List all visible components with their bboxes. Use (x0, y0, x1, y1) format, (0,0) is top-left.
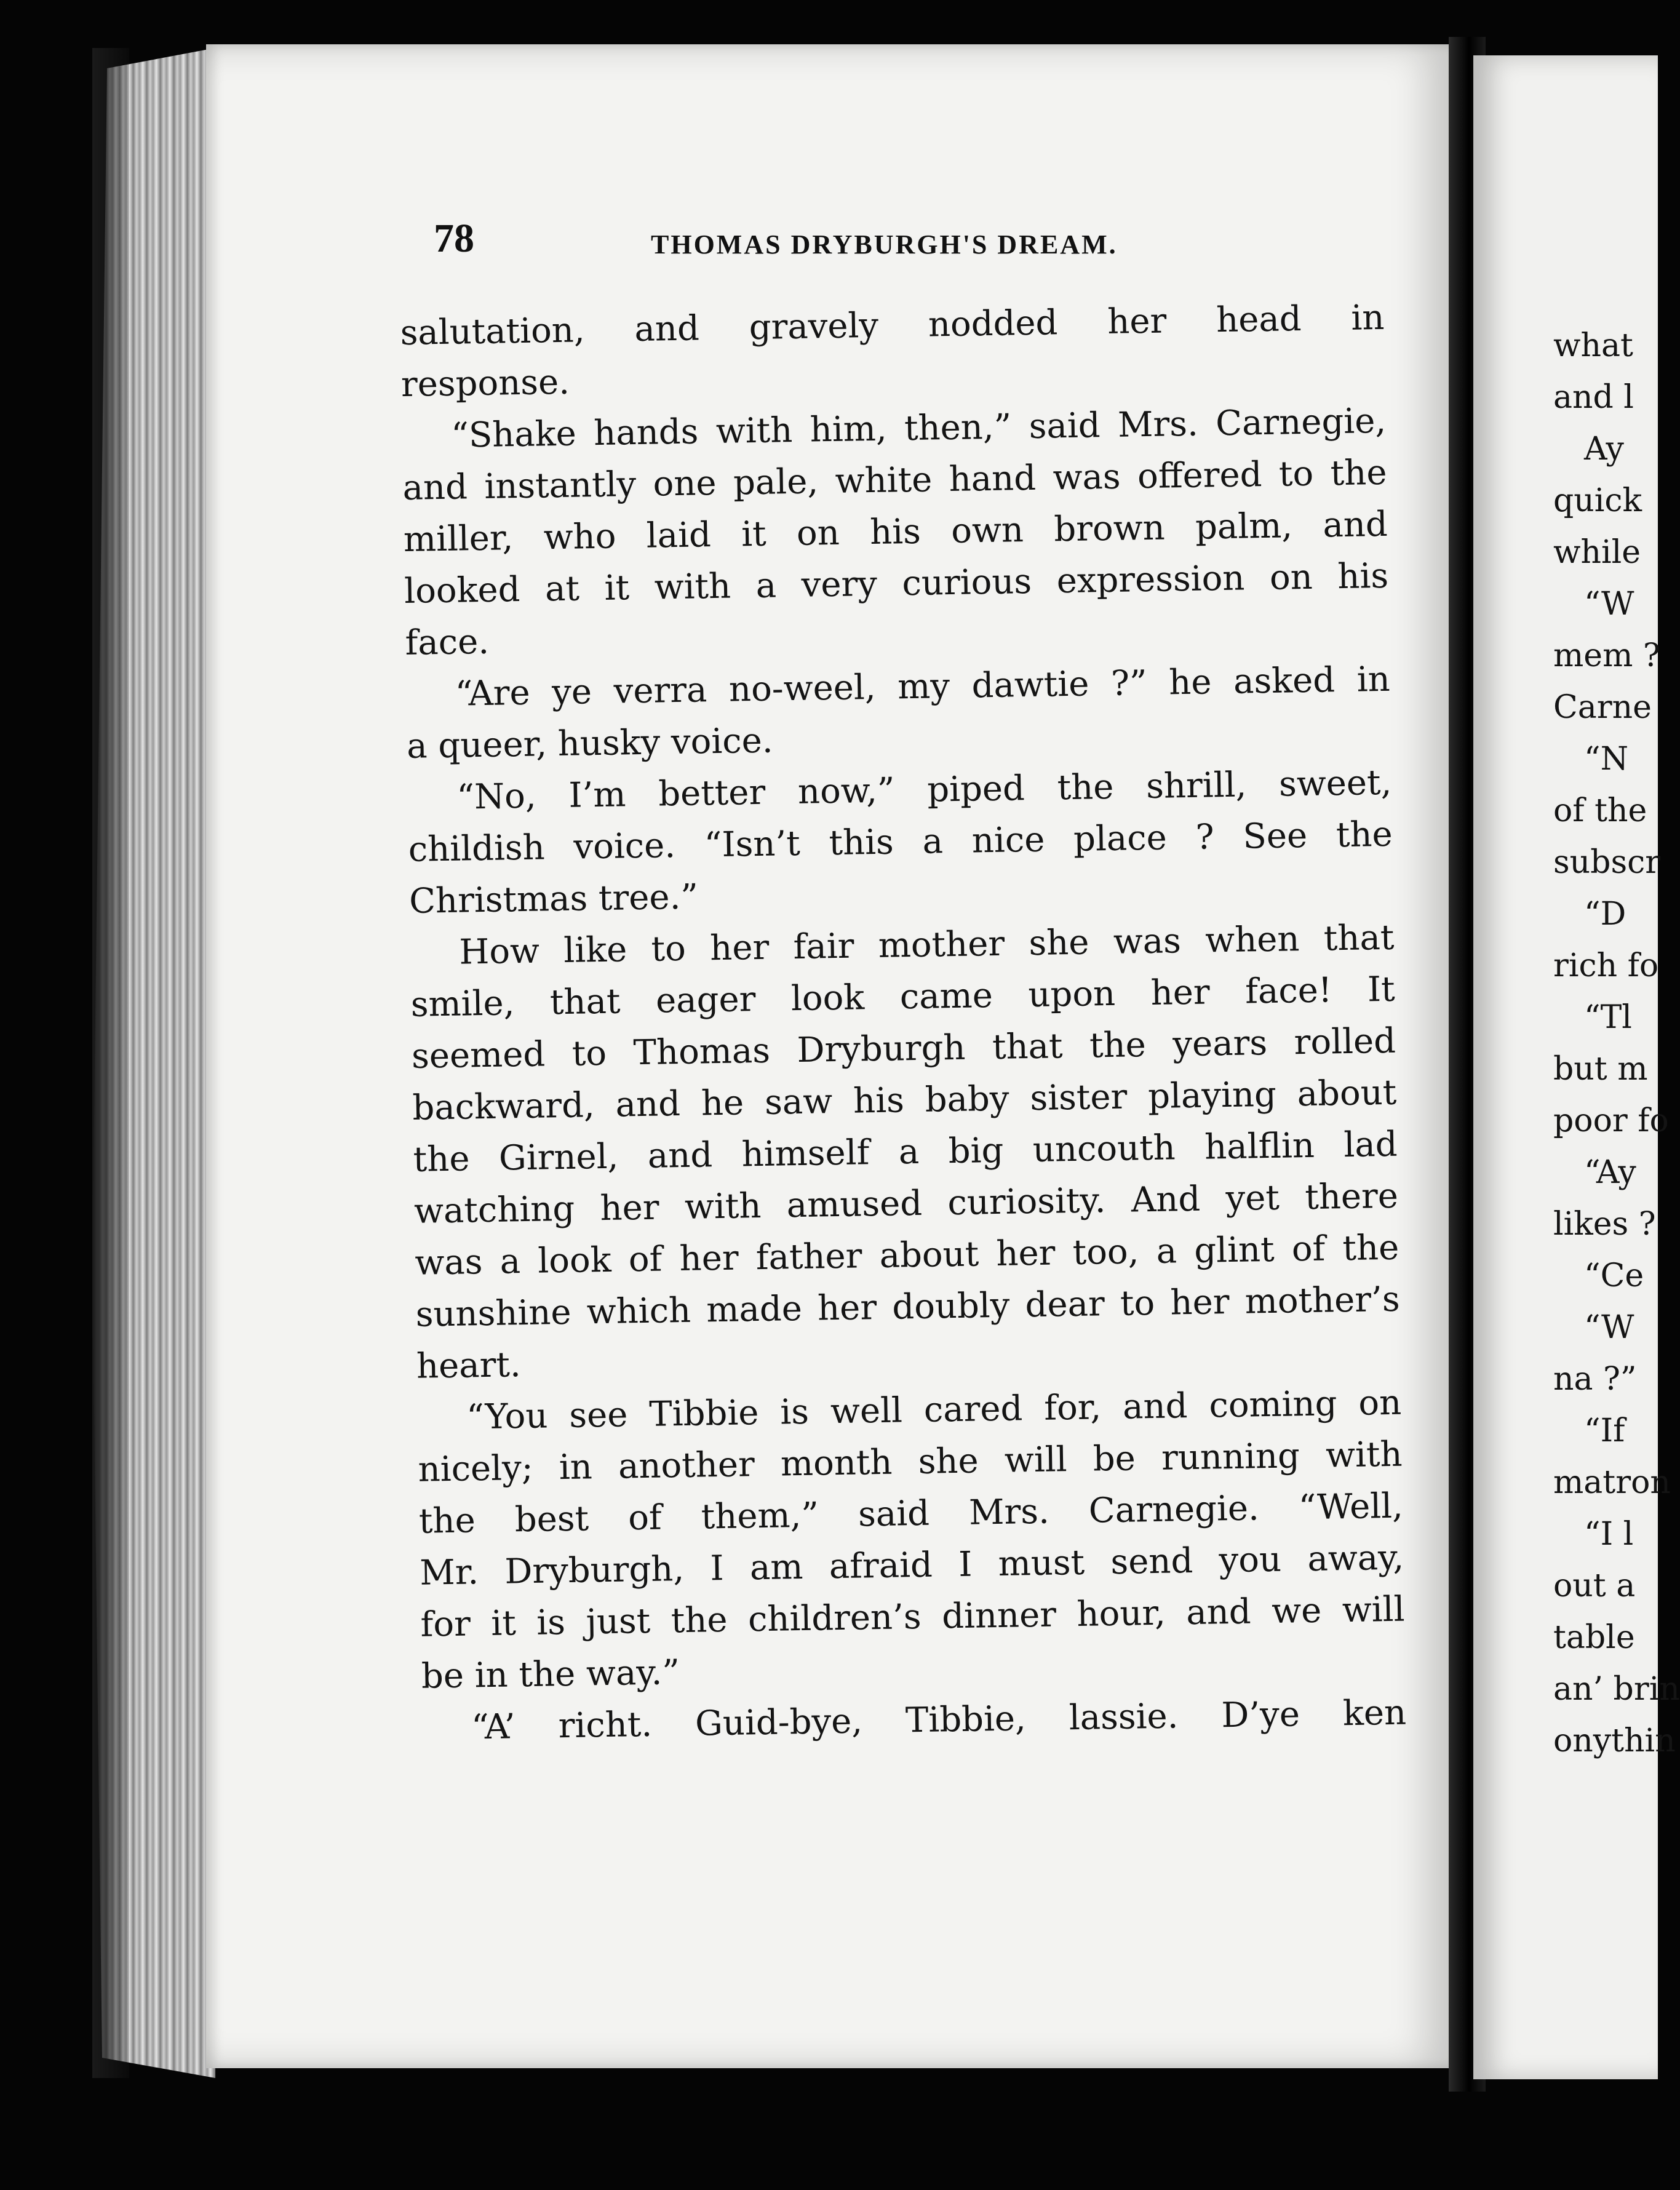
text-line: mem ? (1553, 637, 1660, 674)
text-line: “W (1584, 586, 1634, 623)
text-line: “No, I’m better now,” piped the shrill, sweet, (456, 762, 1392, 818)
page-number: 78 (434, 216, 474, 261)
text-line: out a (1553, 1567, 1636, 1604)
running-title: THOMAS DRYBURGH'S DREAM. (651, 229, 1118, 260)
text-line: was a look of her father about her too, a glint of the (414, 1227, 1399, 1283)
text-line: Ay (1584, 431, 1624, 468)
text-line: “Ay (1584, 1154, 1636, 1191)
text-line: but m (1553, 1051, 1648, 1088)
text-line: the Girnel, and himself a big uncouth halflin lad (413, 1124, 1398, 1180)
text-line: looked at it with a very curious expression on his (404, 555, 1389, 611)
text-line: and instantly one pale, white hand was offered to the (402, 452, 1387, 508)
text-line: poor fo (1553, 1102, 1669, 1139)
text-line: sunshine which made her doubly dear to her mother’s (415, 1279, 1401, 1335)
text-line: Christmas tree.” (408, 877, 699, 922)
text-line: what (1553, 327, 1633, 364)
text-line: matron (1553, 1464, 1671, 1501)
text-line: na ?” (1553, 1361, 1637, 1398)
text-line: likes ? (1553, 1206, 1656, 1243)
text-line: response. (400, 362, 570, 405)
text-line: nicely; in another month she will be running with (418, 1434, 1403, 1490)
text-line: “Ce (1584, 1257, 1644, 1294)
text-line: Mr. Dryburgh, I am afraid I must send you away, (419, 1537, 1404, 1593)
text-line: miller, who laid it on his own brown palm, and (403, 504, 1388, 560)
text-line: for it is just the children’s dinner hour, and we will (420, 1589, 1405, 1645)
text-line: Carne (1553, 689, 1652, 726)
text-line: “If (1584, 1412, 1625, 1449)
text-line: “D (1584, 896, 1626, 933)
text-line: and l (1553, 379, 1634, 416)
text-line: table (1553, 1619, 1635, 1656)
text-line: “I l (1584, 1516, 1634, 1553)
text-line: watching her with amused curiosity. And yet there (413, 1176, 1399, 1232)
text-line: “A’ richt. Guid-bye, Tibbie, lassie. D’ye ken (471, 1692, 1407, 1748)
text-line: while (1553, 534, 1641, 571)
text-line: subscr (1553, 844, 1661, 881)
text-line: onythin (1553, 1722, 1676, 1759)
text-line: seemed to Thomas Dryburgh that the years rolled (411, 1021, 1396, 1077)
right-page-text (1553, 320, 1680, 1767)
text-line: “You see Tibbie is well cared for, and coming on (466, 1382, 1402, 1438)
text-line: salutation, and gravely nodded her head in (400, 297, 1385, 353)
left-page-text (400, 292, 1407, 1754)
text-line: quick (1553, 482, 1642, 519)
text-line: heart. (416, 1345, 522, 1387)
text-line: “N (1584, 741, 1629, 778)
text-line: an’ brin (1553, 1671, 1680, 1708)
text-line: “Tl (1584, 999, 1632, 1036)
text-line: “W (1584, 1309, 1634, 1346)
text-line: of the (1553, 792, 1647, 829)
text-line: “Are ye verra no-weel, my dawtie ?” he asked in (455, 659, 1391, 714)
text-line: “Shake hands with him, then,” said Mrs. Carnegie, (450, 400, 1387, 456)
text-line: a queer, husky voice. (406, 720, 774, 766)
text-line: childish voice. “Isn’t this a nice place ? See the (408, 814, 1393, 870)
text-line: the best of them,” said Mrs. Carnegie. “Well, (418, 1486, 1404, 1542)
text-line: be in the way.” (421, 1652, 680, 1697)
text-line: rich fo (1553, 947, 1659, 984)
text-line: face. (405, 621, 490, 663)
text-line: How like to her fair mother she was when that (458, 917, 1395, 973)
text-line: smile, that eager look came upon her face! It (410, 969, 1396, 1025)
edge-shadow (92, 48, 129, 2078)
text-line: backward, and he saw his baby sister playing about (412, 1072, 1397, 1128)
